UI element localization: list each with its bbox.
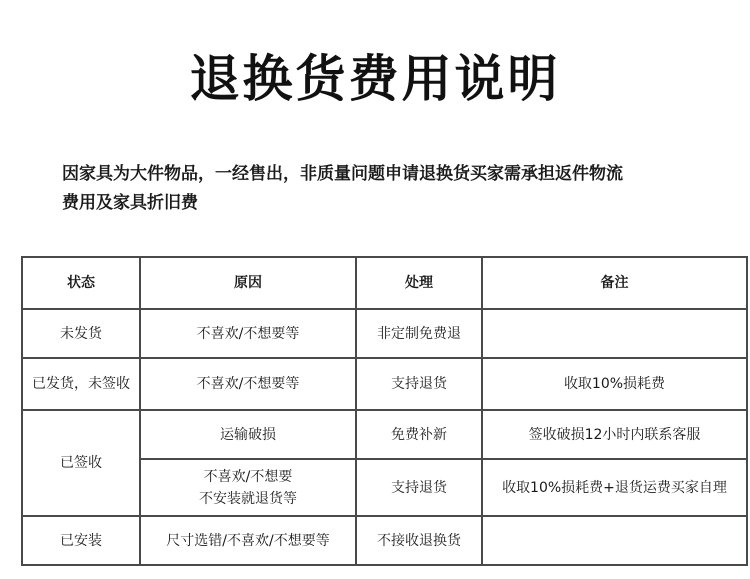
remark-cell: 收取10%损耗费+退货运费买家自理: [482, 459, 747, 516]
status-cell: 未发货: [22, 309, 140, 358]
status-cell: 已签收: [22, 410, 140, 516]
reason-cell: 不喜欢/不想要等: [140, 309, 356, 358]
remark-cell: [482, 309, 747, 358]
reason-cell: [140, 459, 356, 516]
table-row: [22, 358, 747, 410]
reason-line-1: 不喜欢/不想要: [203, 468, 293, 485]
reason-cell: 不喜欢/不想要等: [140, 358, 356, 410]
header-status: 状态: [22, 257, 140, 309]
page-title: 退换货费用说明: [189, 50, 561, 108]
table-row: [22, 516, 747, 565]
intro-line-1: 因家具为大件物品，一经售出，非质量问题申请退换货买家需承担返件物流: [62, 164, 623, 184]
table-row: [22, 309, 747, 358]
header-remark: 备注: [482, 257, 747, 309]
header-handling: 处理: [356, 257, 482, 309]
handling-cell: 支持退货: [356, 358, 482, 410]
header-reason: 原因: [140, 257, 356, 309]
remark-cell: 收取10%损耗费: [482, 358, 747, 410]
handling-cell: 支持退货: [356, 459, 482, 516]
handling-cell: 免费补新: [356, 410, 482, 459]
reason-cell: 运输破损: [140, 410, 356, 459]
handling-cell: 不接收退换货: [356, 516, 482, 565]
intro-line-2: 费用及家具折旧费: [62, 193, 198, 213]
remark-cell: [482, 516, 747, 565]
status-cell: 已安装: [22, 516, 140, 565]
table-header-row: [22, 257, 747, 309]
handling-cell: 非定制免费退: [356, 309, 482, 358]
status-cell: 已发货，未签收: [22, 358, 140, 410]
remark-cell: 签收破损12小时内联系客服: [482, 410, 747, 459]
reason-cell: 尺寸选错/不喜欢/不想要等: [140, 516, 356, 565]
reason-line-2: 不安装就退货等: [199, 490, 297, 507]
intro-paragraph: [62, 160, 712, 218]
table-row: [22, 410, 747, 459]
return-fee-table: [21, 256, 748, 566]
